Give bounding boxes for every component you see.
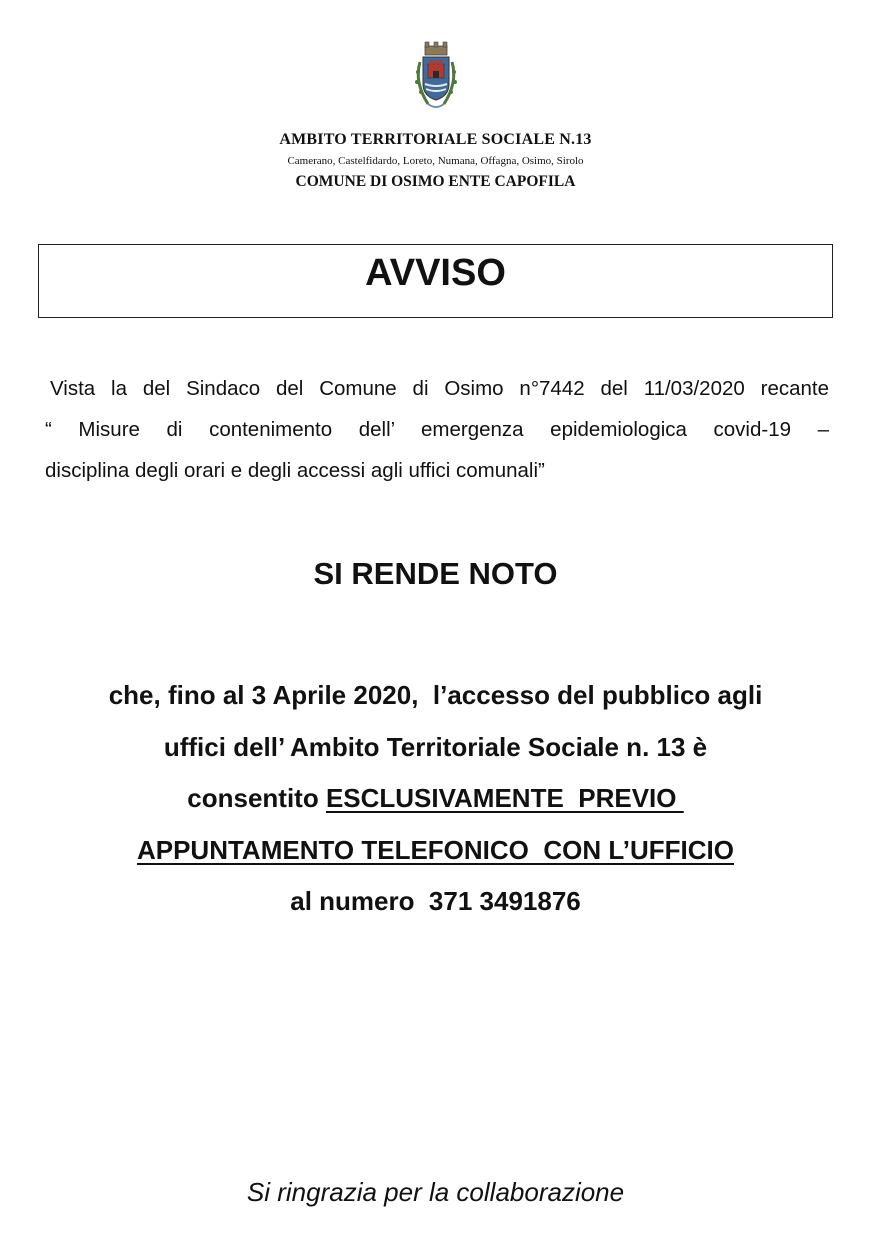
phone-number-line: al numero 371 3491876 xyxy=(290,886,581,916)
closing-thanks: Si ringrazia per la collaborazione xyxy=(246,1177,625,1207)
underlined-text: ESCLUSIVAMENTE PREVIO xyxy=(325,783,684,813)
header-municipalities: Camerano, Castelfidardo, Loreto, Numana, Offagna, Osimo, Sirolo xyxy=(287,155,584,167)
underlined-text: APPUNTAMENTO TELEFONICO CON L’UFFICIO xyxy=(136,834,735,865)
notice-text: consentito xyxy=(187,783,326,813)
header-comune-capofila: COMUNE DI OSIMO ENTE CAPOFILA xyxy=(295,173,576,190)
header-ambito: AMBITO TERRITORIALE SOCIALE N.13 xyxy=(279,131,592,148)
intro-line: disciplina degli orari e degli accessi agli uffici comunali” xyxy=(45,459,545,482)
notice-line xyxy=(0,825,871,877)
page-title: AVVISO xyxy=(365,252,506,294)
notice-line: che, fino al 3 Aprile 2020, l’accesso del pubblico agli xyxy=(108,680,763,710)
intro-line: “ Misure di contenimento dell’ emergenza epidemiologica covid-19 – xyxy=(45,418,829,441)
intro-paragraph xyxy=(45,368,829,491)
coat-of-arms-icon xyxy=(408,40,464,116)
section-heading: SI RENDE NOTO xyxy=(313,556,558,591)
intro-line: Vista la del Sindaco del Comune di Osimo n°7442 del 11/03/2020 recante xyxy=(50,377,829,400)
notice-line xyxy=(0,773,871,825)
notice-body xyxy=(0,670,871,928)
title-box xyxy=(38,244,833,318)
notice-line: uffici dell’ Ambito Territoriale Sociale n. 13 è xyxy=(163,731,708,762)
